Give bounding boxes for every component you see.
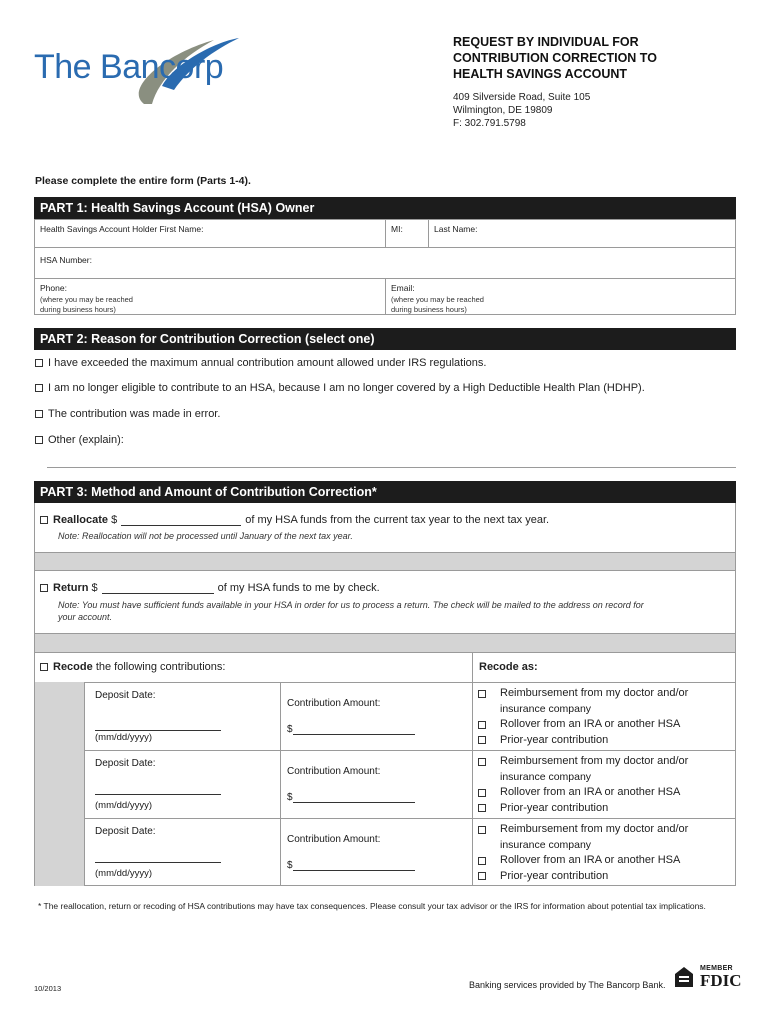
deposit-date-input[interactable]: [95, 730, 221, 731]
recode-row: [85, 750, 735, 818]
deposit-date-label: Deposit Date:: [95, 758, 156, 769]
checkbox-icon[interactable]: [478, 758, 486, 766]
address-block: 409 Silverside Road, Suite 105 Wilmington, DE 19809 F: 302.791.5798: [453, 92, 591, 129]
reason-option-ineligible[interactable]: I am no longer eligible to contribute to an HSA, because I am no longer covered by a High Deductible Health Plan (HDHP).: [35, 382, 645, 394]
logo: [34, 34, 244, 106]
return-note: Note: You must have sufficient funds available in your HSA in order for us to process a return. The check will be mailed to the address on record for your account.: [58, 600, 644, 622]
logo-text: The Bancorp: [34, 48, 224, 86]
recode-prior-year-option[interactable]: Prior-year contribution: [478, 733, 688, 749]
reason-option-exceeded[interactable]: I have exceeded the maximum annual contribution amount allowed under IRS regulations.: [35, 357, 486, 369]
contribution-amount-label: Contribution Amount:: [287, 766, 381, 777]
part1-header: PART 1: Health Savings Account (HSA) Owner: [34, 197, 736, 219]
contribution-amount-label: Contribution Amount:: [287, 698, 381, 709]
date-format-hint: (mm/dd/yyyy): [95, 732, 152, 743]
checkbox-icon[interactable]: [35, 384, 43, 392]
instruction-text: Please complete the entire form (Parts 1-4).: [35, 175, 251, 187]
phone-field[interactable]: Phone: (where you may be reached during business hours): [40, 283, 133, 314]
fdic-badge: MEMBER FDIC: [700, 965, 742, 990]
return-amount-input[interactable]: [102, 582, 214, 594]
part3-header: PART 3: Method and Amount of Contribution Correction*: [34, 481, 736, 503]
deposit-date-input[interactable]: [95, 794, 221, 795]
recode-choices: Reimbursement from my doctor and/or insurance company Rollover from an IRA or another HSA Prior-year contribution: [478, 754, 688, 816]
reason-option-error[interactable]: The contribution was made in error.: [35, 408, 220, 420]
checkbox-icon[interactable]: [478, 857, 486, 865]
date-format-hint: (mm/dd/yyyy): [95, 868, 152, 879]
reallocate-option[interactable]: Reallocate $ of my HSA funds from the current tax year to the next tax year.: [40, 514, 549, 526]
recode-reimbursement-option[interactable]: Reimbursement from my doctor and/or: [478, 686, 688, 702]
date-format-hint: (mm/dd/yyyy): [95, 800, 152, 811]
checkbox-icon[interactable]: [35, 436, 43, 444]
return-section: [34, 570, 736, 634]
checkbox-icon[interactable]: [478, 804, 486, 812]
checkbox-icon[interactable]: [478, 872, 486, 880]
form-date: 10/2013: [34, 984, 62, 993]
checkbox-icon[interactable]: [35, 359, 43, 367]
checkbox-icon[interactable]: [40, 584, 48, 592]
part1-table: [34, 219, 736, 315]
reason-option-other[interactable]: Other (explain):: [35, 434, 124, 446]
tax-footnote: * The reallocation, return or recoding of HSA contributions may have tax consequences. Please consult your tax advisor or the IRS for information about potential tax implications.: [38, 901, 706, 911]
part2-header: PART 2: Reason for Contribution Correction (select one): [34, 328, 736, 350]
divider-band: [34, 553, 736, 570]
recode-prior-year-option[interactable]: Prior-year contribution: [478, 801, 688, 817]
recode-prior-year-option[interactable]: Prior-year contribution: [478, 869, 688, 885]
recode-choices: Reimbursement from my doctor and/or insurance company Rollover from an IRA or another HSA Prior-year contribution: [478, 822, 688, 884]
email-field[interactable]: Email: (where you may be reached during business hours): [391, 283, 484, 314]
banking-note: Banking services provided by The Bancorp Bank.: [469, 980, 666, 990]
deposit-date-input[interactable]: [95, 862, 221, 863]
recode-option[interactable]: Recode the following contributions:: [40, 661, 225, 673]
divider-band: [34, 634, 736, 652]
checkbox-icon[interactable]: [478, 826, 486, 834]
contribution-amount-input[interactable]: $: [287, 860, 415, 871]
recode-rollover-option[interactable]: Rollover from an IRA or another HSA: [478, 717, 688, 733]
checkbox-icon[interactable]: [478, 690, 486, 698]
checkbox-icon[interactable]: [478, 789, 486, 797]
hsa-number-field[interactable]: HSA Number:: [40, 255, 92, 265]
recode-row: [85, 682, 735, 750]
contribution-amount-input[interactable]: $: [287, 724, 415, 735]
mi-field[interactable]: MI:: [391, 224, 403, 234]
other-explain-line[interactable]: [47, 467, 736, 468]
deposit-date-label: Deposit Date:: [95, 690, 156, 701]
last-name-field[interactable]: Last Name:: [434, 224, 478, 234]
recode-rollover-option[interactable]: Rollover from an IRA or another HSA: [478, 785, 688, 801]
return-option[interactable]: Return $ of my HSA funds to me by check.: [40, 582, 380, 594]
reallocate-amount-input[interactable]: [121, 514, 241, 526]
equal-housing-icon: [674, 966, 694, 988]
recode-reimbursement-option[interactable]: Reimbursement from my doctor and/or: [478, 754, 688, 770]
form-title: REQUEST BY INDIVIDUAL FOR CONTRIBUTION CORRECTION TO HEALTH SAVINGS ACCOUNT: [453, 35, 657, 81]
contribution-amount-input[interactable]: $: [287, 792, 415, 803]
recode-rollover-option[interactable]: Rollover from an IRA or another HSA: [478, 853, 688, 869]
reallocate-note: Note: Reallocation will not be processed until January of the next tax year.: [58, 531, 353, 541]
checkbox-icon[interactable]: [478, 721, 486, 729]
checkbox-icon[interactable]: [478, 736, 486, 744]
checkbox-icon[interactable]: [40, 516, 48, 524]
checkbox-icon[interactable]: [40, 663, 48, 671]
recode-reimbursement-option[interactable]: Reimbursement from my doctor and/or: [478, 822, 688, 838]
contribution-amount-label: Contribution Amount:: [287, 834, 381, 845]
recode-section: [34, 652, 736, 886]
recode-as-heading: Recode as:: [479, 661, 538, 673]
recode-choices: Reimbursement from my doctor and/or insurance company Rollover from an IRA or another HSA Prior-year contribution: [478, 686, 688, 748]
recode-row: [85, 818, 735, 886]
deposit-date-label: Deposit Date:: [95, 826, 156, 837]
reallocate-section: [34, 503, 736, 553]
checkbox-icon[interactable]: [35, 410, 43, 418]
first-name-field[interactable]: Health Savings Account Holder First Name:: [40, 224, 204, 234]
